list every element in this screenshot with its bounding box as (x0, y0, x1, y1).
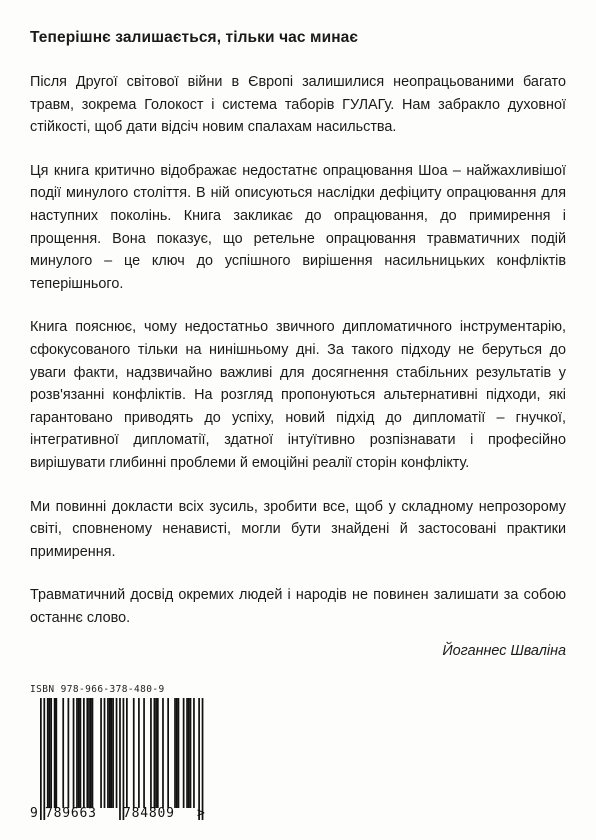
barcode-left-group: 789663 (45, 806, 97, 821)
barcode-right-group: 784809 (123, 806, 175, 821)
barcode-quiet-zone-arrow: > (197, 806, 205, 821)
barcode-bar (109, 698, 111, 808)
barcode-guard-bar (202, 698, 204, 820)
barcode-bar (133, 698, 135, 808)
barcode-bar (154, 698, 156, 808)
barcode-bar (186, 698, 188, 808)
back-cover-text (30, 29, 566, 659)
barcode-bar (104, 698, 106, 808)
barcode-bar (167, 698, 169, 808)
paragraph-4: Ми повинні докласти всіх зусиль, зробити все, щоб у складному непрозорому світі, сповненому ненависті, могли бути знайдені й застосовані практики примирення. (30, 498, 566, 560)
barcode-bar (155, 698, 157, 808)
barcode-bar (138, 698, 140, 808)
barcode-bar (176, 698, 178, 808)
barcode-bar (111, 698, 113, 808)
barcode-bar (80, 698, 82, 808)
barcode-bar (88, 698, 90, 808)
barcode-bar (116, 698, 118, 808)
barcode-bar (174, 698, 176, 808)
barcode-bar (112, 698, 114, 808)
barcode-bar (143, 698, 145, 808)
barcode-bar (100, 698, 102, 808)
barcode-bar (188, 698, 190, 808)
paragraph-2: Ця книга критично відображає недостатнє опрацювання Шоа – найжахливішої події минулого століття. В ній описуються наслідки дефіциту опрацювання для наступних поколінь. Книга закликає до опрацювання, до примирення і прощення. Вона показує, що ретельне опрацювання травматичних подій минулого – це ключ до успішного вирішення насильницьких конфліктів теперішнього. (30, 162, 566, 292)
paragraph-3: Книга пояснює, чому недостатньо звичного дипломатичного інструментарію, сфокусованого тільки на нинішньому дні. За такого підходу не беруться до уваги факти, надзвичайно важливі для досягнення стабільних результатів у розв'язанні конфліктів. На розгляд пропонуються альтернативні підходи, які гарантовано приводять до успіху, новий підхід до дипломатії – гнучкої, інтегративної дипломатії, здатної інтуїтивно розпізнавати і професійно вирішувати глибинні проблеми й емоційні реалії сторін конфлікту. (30, 319, 566, 471)
author-signature: Йоганнес Шваліна (442, 643, 566, 660)
barcode-bar (62, 698, 64, 808)
barcode-bar (68, 698, 70, 808)
barcode-guard-bar (43, 698, 45, 820)
barcode-bar (73, 698, 75, 808)
barcode-bar (193, 698, 195, 808)
barcode-bar (178, 698, 180, 808)
barcode-bar (49, 698, 51, 808)
barcode-bar (54, 698, 56, 808)
barcode-bar (83, 698, 85, 808)
barcode-digits (30, 806, 206, 822)
barcode-bar (150, 698, 152, 808)
barcode-bar (76, 698, 78, 808)
barcode-guard-bar (123, 698, 125, 820)
isbn-barcode-block (30, 684, 210, 820)
isbn-label: ISBN 978-966-378-480-9 (30, 684, 165, 695)
barcode-image (30, 698, 206, 820)
barcode-bar (183, 698, 185, 808)
barcode-bar (50, 698, 52, 808)
barcode-bar (190, 698, 192, 808)
barcode-bar (157, 698, 159, 808)
barcode-bar (47, 698, 49, 808)
barcode-bar (92, 698, 94, 808)
barcode-bar (107, 698, 109, 808)
barcode-bar (126, 698, 128, 808)
barcode-first-digit: 9 (30, 806, 38, 821)
paragraph-5: Травматичний досвід окремих людей і народів не повинен залишати за собою останнє слово. (30, 587, 566, 626)
barcode-bar (86, 698, 88, 808)
barcode-bar (78, 698, 80, 808)
barcode-guard-bar (40, 698, 42, 820)
page-title: Теперішнє залишається, тільки час минає (30, 29, 359, 46)
barcode-bar (162, 698, 164, 808)
barcode-guard-bar (198, 698, 200, 820)
barcode-guard-bar (119, 698, 121, 820)
barcode-bar (55, 698, 57, 808)
barcode-bar (90, 698, 92, 808)
paragraph-1: Після Другої світової війни в Європі залишилися неопрацьованими багато травм, зокрема Голокост і система таборів ГУЛАГу. Нам забракло духовної стійкості, щоб дати відсіч новим спалахам насильства. (30, 74, 566, 136)
